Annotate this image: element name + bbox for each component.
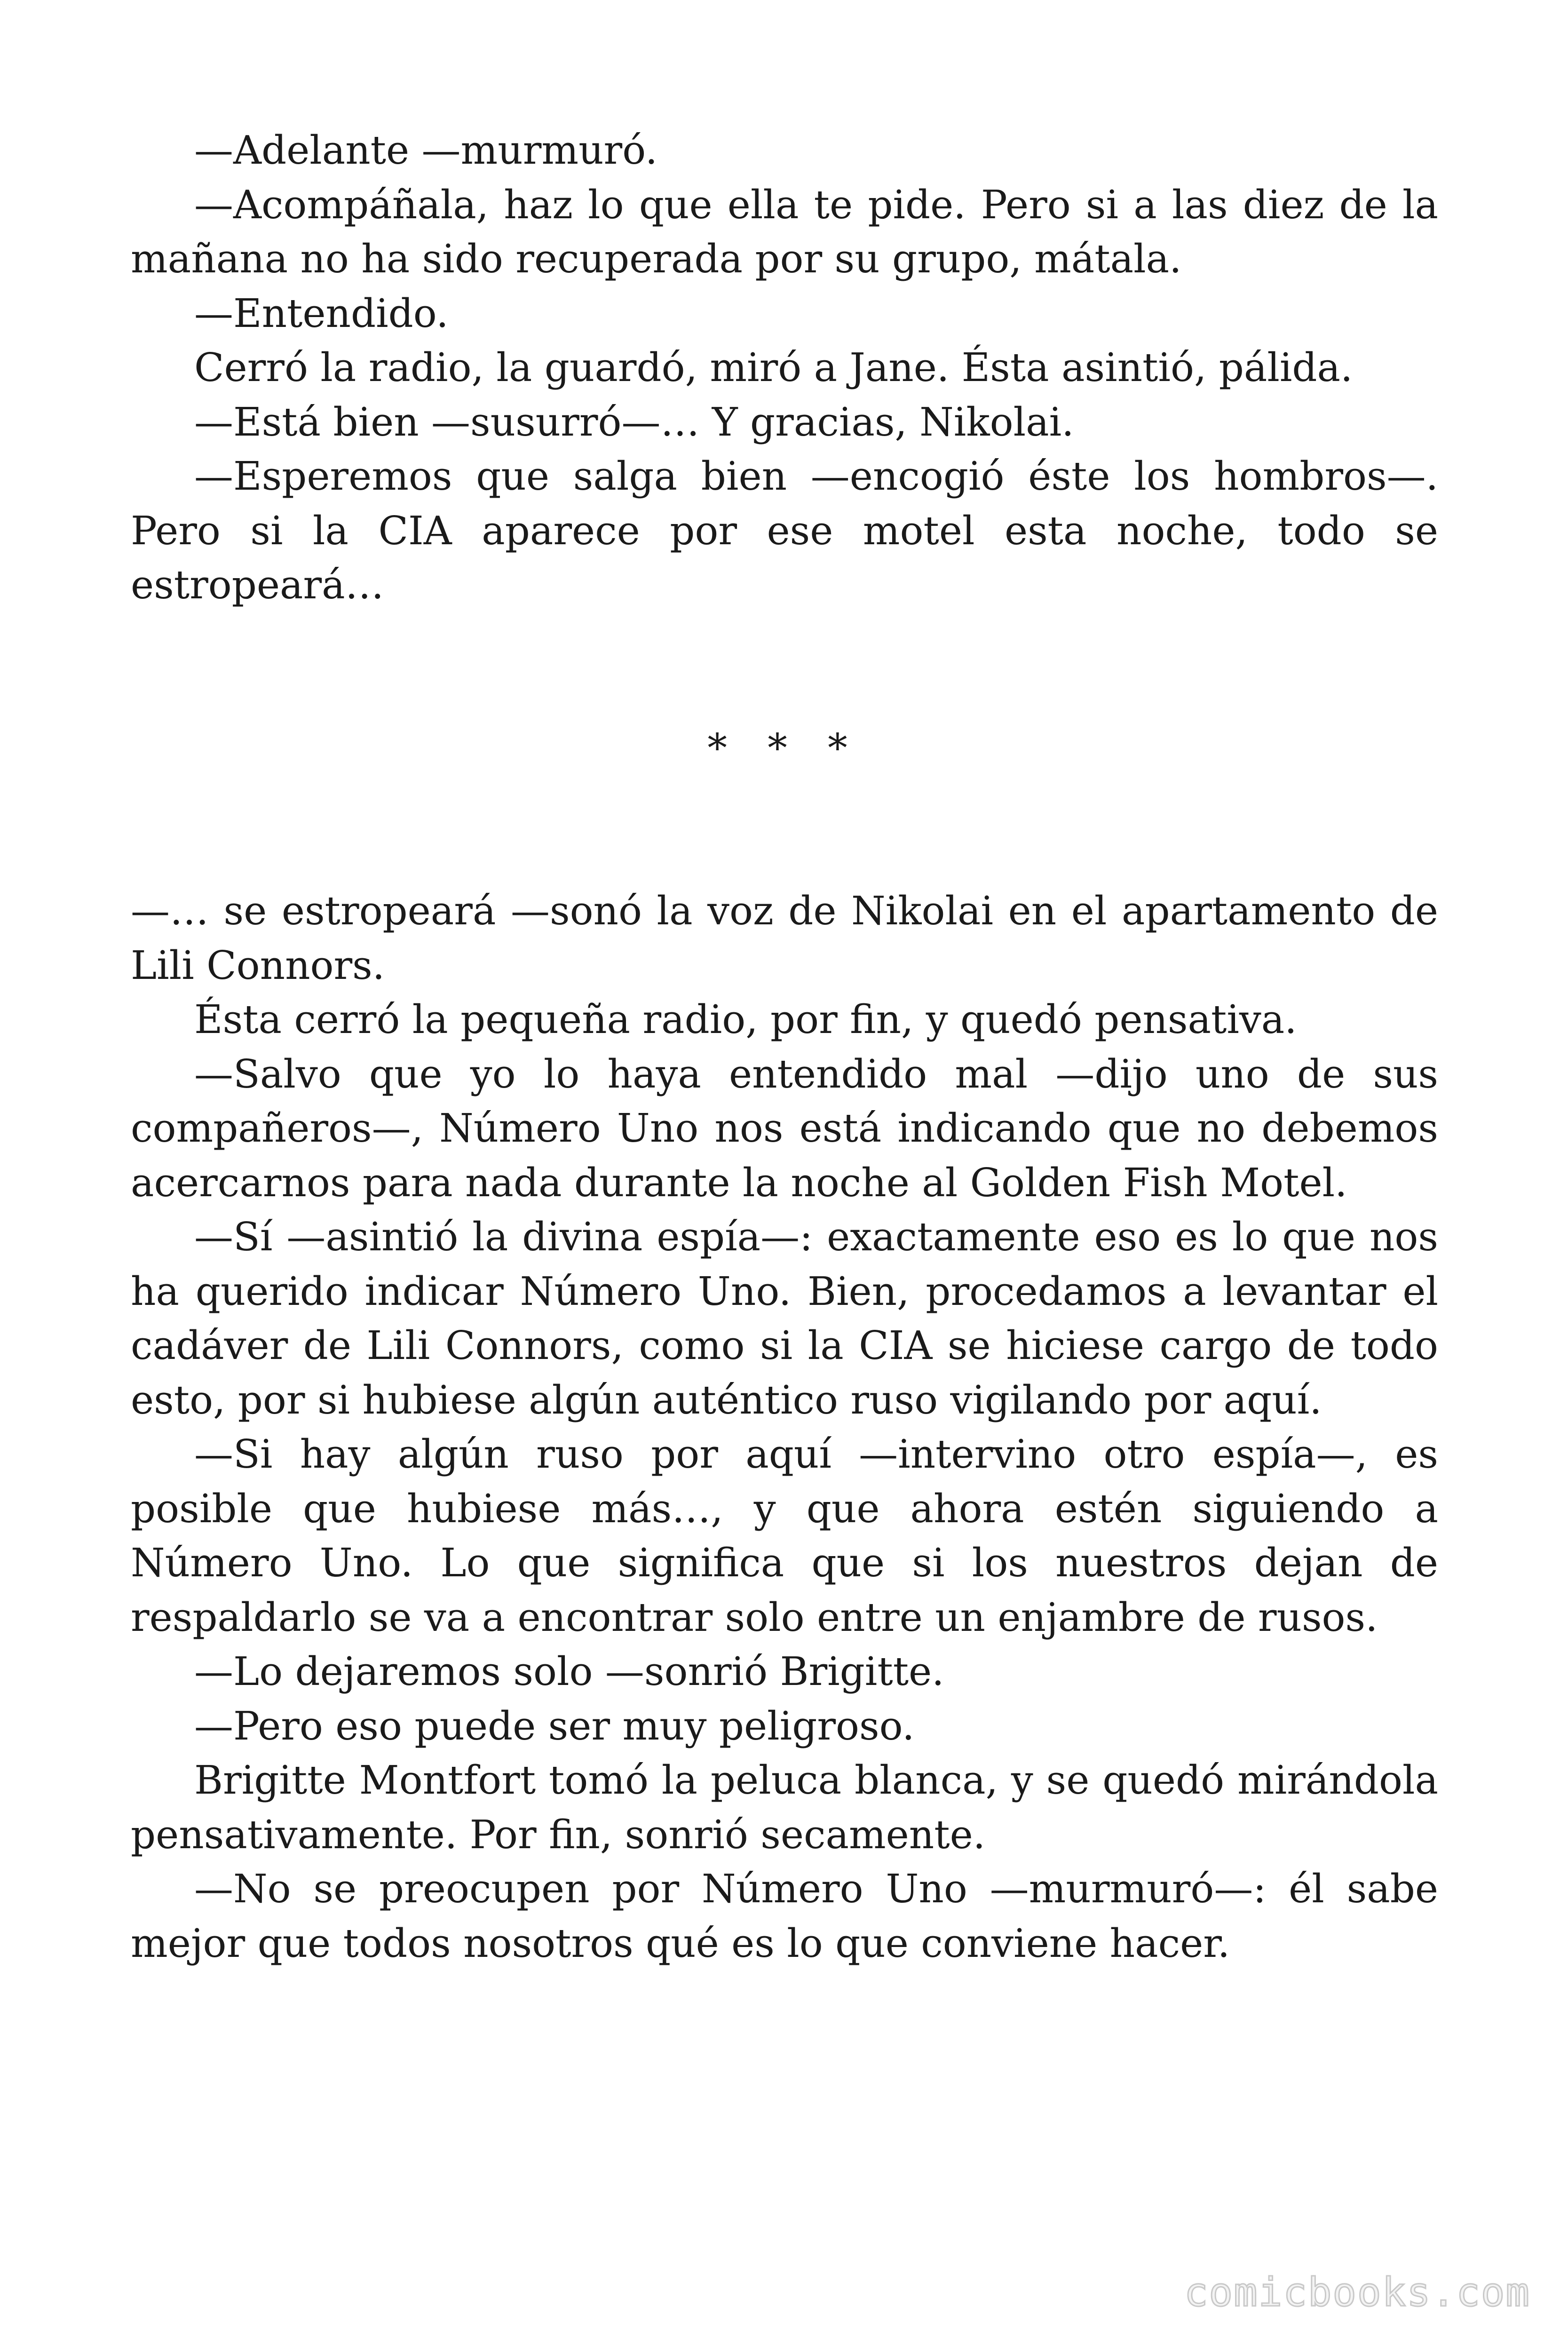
paragraph: —… se estropeará —sonó la voz de Nikolai en el apartamento de Lili Connors. (131, 888, 1438, 988)
paragraph: Ésta cerró la pequeña radio, por fin, y quedó pensativa. (194, 997, 1297, 1042)
paragraph: Brigitte Montfort tomó la peluca blanca, y se quedó mirándola pensativamente. Por fin, sonrió secamente. (131, 1757, 1438, 1858)
paragraph: —Entendido. (194, 290, 449, 336)
paragraph: Cerró la radio, la guardó, miró a Jane. Ésta asintió, pálida. (194, 345, 1353, 390)
paragraph: —No se preocupen por Número Uno —murmuró—: él sabe mejor que todos nosotros qué es lo que conviene hacer. (131, 1866, 1438, 1966)
scene-break-separator: * * * (707, 725, 862, 771)
paragraph: —Sí —asintió la divina espía—: exactamente eso es lo que nos ha querido indicar Número Uno. Bien, procedamos a levantar el cadáver de Lili Connors, como si la CIA se hiciese cargo de todo esto, por si hubiese algún auténtico ruso vigilando por aquí. (131, 1214, 1438, 1423)
paragraph: —Está bien —susurró—… Y gracias, Nikolai. (194, 399, 1074, 445)
paragraph: —Lo dejaremos solo —sonrió Brigitte. (194, 1649, 944, 1694)
paragraph: —Si hay algún ruso por aquí —intervino otro espía—, es posible que hubiese más…, y que ahora estén siguiendo a Número Uno. Lo que significa que si los nuestros dejan de respaldarlo se va a encontrar solo entre un enjambre de rusos. (131, 1431, 1438, 1640)
watermark-logo: comicbooks.com (1184, 2269, 1530, 2315)
paragraph: —Salvo que yo lo haya entendido mal —dijo uno de sus compañeros—, Número Uno nos está indicando que no debemos acercarnos para nada durante la noche al Golden Fish Motel. (131, 1051, 1438, 1206)
paragraph: —Pero eso puede ser muy peligroso. (194, 1703, 915, 1749)
paragraph: —Adelante —murmuró. (194, 127, 658, 173)
paragraph: —Acompáñala, haz lo que ella te pide. Pero si a las diez de la mañana no ha sido recuperada por su grupo, mátala. (131, 182, 1438, 282)
page-body (131, 123, 1438, 1971)
paragraph: —Esperemos que salga bien —encogió éste los hombros—. Pero si la CIA aparece por ese motel esta noche, todo se estropeará… (131, 453, 1438, 608)
